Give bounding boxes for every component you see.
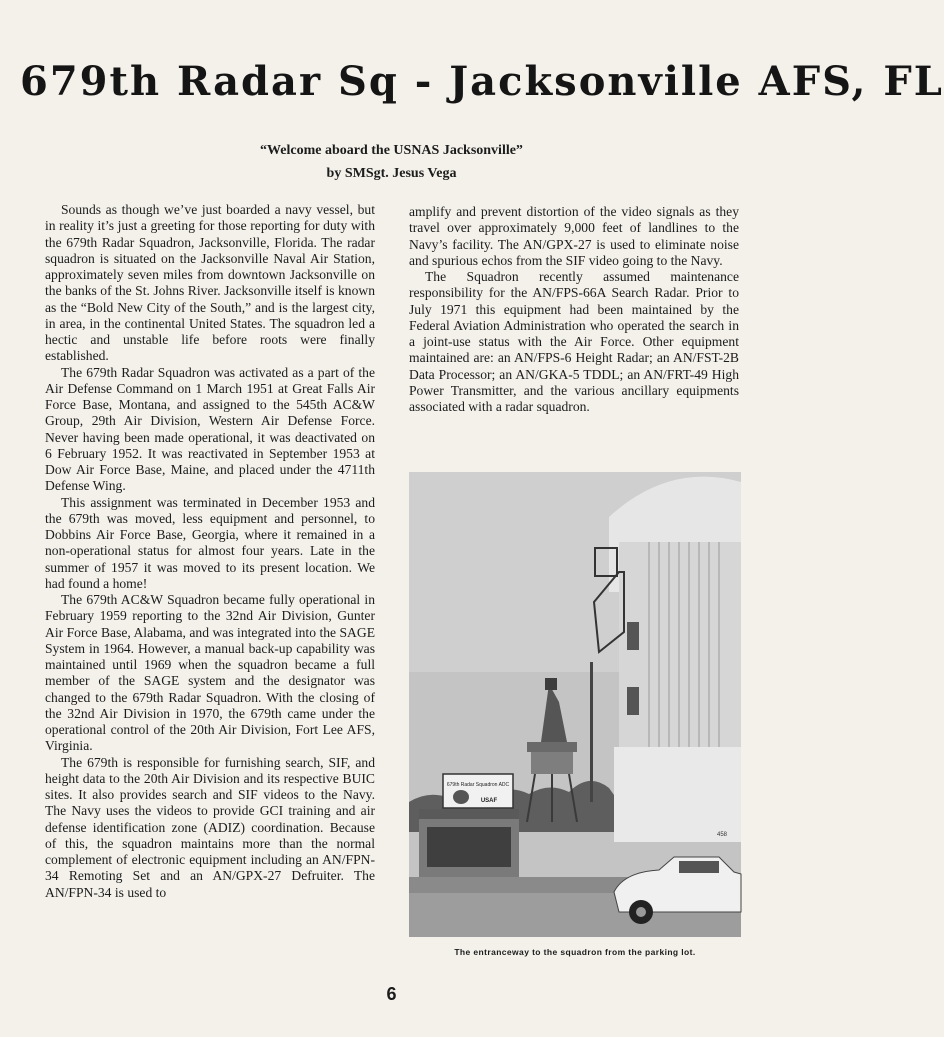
paragraph: This assignment was terminated in December 1953 and the 679th was moved, less equipment and personnel, to Dobbins Air Force Base, Georgia, where it remained in a non-operational status for almost four years. Late in the summer of 1957 it was moved to its present location. We had found a home!	[45, 494, 375, 591]
sign-text: 679th Radar Squadron ADC	[446, 782, 510, 788]
paragraph: The 679th Radar Squadron was activated as a part of the Air Defense Command on 1 March 1951 at Great Falls Air Force Base, Montana, and assigned to the 545th AC&W Group, 29th Air Division, Western Air Defense Force. Never having been made operational, it was deactivated on 6 February 1952. It was reactivated in September 1953 at Dow Air Force Base, Maine, and placed under the 4711th Defense Wing.	[45, 364, 375, 494]
photo-caption: The entranceway to the squadron from the parking lot.	[454, 947, 696, 957]
building-number: 458	[717, 832, 728, 838]
article-right-column	[409, 204, 739, 415]
paragraph: amplify and prevent distortion of the video signals as they travel over approximately 9,000 feet of landlines to the Navy’s facility. The AN/GPX-27 is used to eliminate noise and spurious echos from the SIF video going to the Navy.	[409, 204, 739, 268]
article-subtitle: “Welcome aboard the USNAS Jacksonville”	[260, 143, 523, 158]
paragraph: The Squadron recently assumed maintenance responsibility for the AN/FPS-66A Search Radar. Prior to July 1971 this equipment had been maintained by the Federal Aviation Administration who operated the search in a joint-use status with the Air Force. Other equipment maintained are: an AN/FPS-6 Height Radar; an AN/FST-2B Data Processor; an AN/GKA-5 TDDL; an AN/FRT-49 High Power Transmitter, and the various ancillary equipments associated with a radar squadron.	[409, 269, 739, 414]
article-left-column	[45, 202, 375, 901]
paragraph: Sounds as though we’ve just boarded a navy vessel, but in reality it’s just a greeting for those reporting for duty with the 679th Radar Squadron, Jacksonville, Florida. The radar squadron is situated on the Jacksonville Naval Air Station, approximately seven miles from downtown Jacksonville on the banks of the St. Johns River. Jacksonville itself is known as the “Bold New City of the South,” and is the largest city, in area, in the continental United States. The squadron led a hectic and unstable life before roots were finally established.	[45, 202, 375, 364]
squadron-entrance-photo	[409, 472, 741, 937]
page-title: 679th Radar Sq - Jacksonville AFS, FL	[20, 58, 944, 105]
paragraph: The 679th is responsible for furnishing search, SIF, and height data to the 20th Air Division and its respective BUIC sites. It also provides search and SIF videos to the Navy. The Navy uses the videos to provide GCI training and air defense identification zone (ADIZ) coordination. Because of this, the squadron maintains more than the normal complement of electronic equipment including an AN/FPN-34 Remoting Set and an AN/GPX-27 Defruiter. The AN/FPN-34 is used to	[45, 754, 375, 900]
page-number: 6	[386, 984, 397, 1004]
paragraph: The 679th AC&W Squadron became fully operational in February 1959 reporting to the 32nd Air Division, Gunter Air Force Base, Alabama, and was integrated into the SAGE System in 1964. However, a manual back-up capability was maintained until 1969 when the squadron became a full member of the SAGE system and the designator was changed to the 679th Radar Squadron. With the closing of the 32nd Air Division in 1970, the 679th came under the operational control of the 20th Air Division, Fort Lee AFS, Virginia.	[45, 592, 375, 754]
article-byline: by SMSgt. Jesus Vega	[326, 166, 457, 181]
sign-sub-text: USAF	[480, 798, 498, 804]
